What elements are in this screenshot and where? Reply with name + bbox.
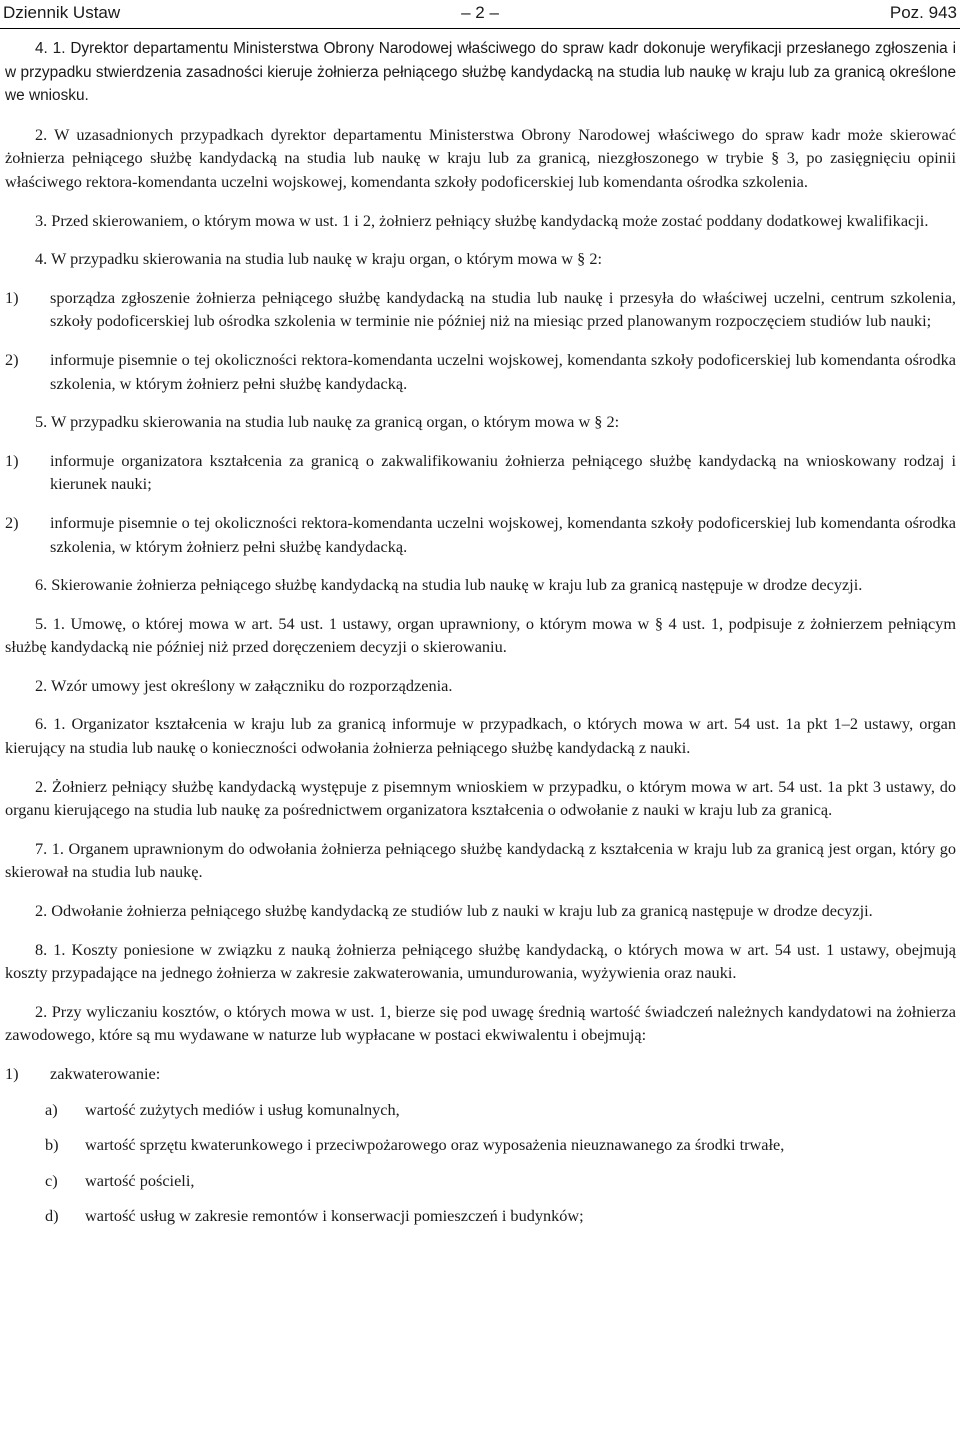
paragraph-4-4: 4. W przypadku skierowania na studia lub naukę w kraju organ, o którym mowa w § 2: <box>35 249 603 269</box>
list-item <box>5 1062 956 1086</box>
sub-item <box>5 1133 956 1157</box>
item-number: 1) <box>5 1064 19 1083</box>
sub-item-letter: c) <box>45 1170 58 1190</box>
page-header <box>0 0 960 29</box>
sub-item-text: wartość pościeli, <box>85 1170 195 1190</box>
sub-item-letter: b) <box>45 1135 59 1155</box>
paragraph-4-6: 6. Skierowanie żołnierza pełniącego służbę kandydacką na studia lub naukę w kraju lub za granicą następuje w drodze decyzji. <box>35 575 863 595</box>
sub-item-text: wartość zużytych mediów i usług komunalnych, <box>85 1099 400 1119</box>
document-body <box>5 37 956 1228</box>
list-item <box>5 286 956 333</box>
paragraph-8-2: 2. Przy wyliczaniu kosztów, o których mowa w ust. 1, bierze się pod uwagę średnią wartość świadczeń należnych kandydatowi na żołnierza zawodowego, które są mu wydawane w naturze lub wypłacane w postaci ekwiwalentu i obejmują: <box>5 1001 956 1045</box>
paragraph-4-3: 3. Przed skierowaniem, o którym mowa w ust. 1 i 2, żołnierz pełniący służbę kandydacką może zostać poddany dodatkowej kwalifikacji. <box>35 210 929 230</box>
paragraph-4-2: 2. W uzasadnionych przypadkach dyrektor departamentu Ministerstwa Obrony Narodowej właściwego do spraw kadr może skierować żołnierza pełniącego służbę kandydacką na studia lub naukę w kraju lub za granicą, niezgłoszonego w trybie § 3, po zasięgnięciu opinii właściwego rektora-komendanta uczelni wojskowej, komendanta szkoły podoficerskiej lub komendanta ośrodka szkolenia. <box>5 124 956 191</box>
position-number: Poz. 943 <box>889 3 957 22</box>
item-text: informuje pisemnie o tej okoliczności rektora-komendanta uczelni wojskowej, komendanta szkoły podoficerskiej lub komendanta ośrodka szkolenia, w którym żołnierz pełni służbę kandydacką. <box>50 512 956 556</box>
paragraph-4-1: 4. 1. Dyrektor departamentu Ministerstwa Obrony Narodowej właściwego do spraw kadr dokonuje weryfikacji przesłanego zgłoszenia i w przypadku stwierdzenia zasadności kieruje żołnierza pełniącego służbę kandydacką na studia lub naukę w kraju lub za granicą określone we wniosku. <box>5 40 956 105</box>
item-number: 2) <box>5 349 19 369</box>
sub-item-letter: d) <box>45 1206 59 1226</box>
paragraph-7-2: 2. Odwołanie żołnierza pełniącego służbę kandydacką ze studiów lub z nauki w kraju lub za granicą następuje w drodze decyzji. <box>35 901 873 921</box>
sub-item <box>5 1204 956 1228</box>
item-text: informuje organizatora kształcenia za granicą o zakwalifikowaniu żołnierza pełniącego służbę kandydacką na wnioskowany rodzaj i kierunek nauki; <box>50 450 956 494</box>
page-number: – 2 – <box>461 3 499 22</box>
item-text: zakwaterowanie: <box>50 1064 161 1083</box>
sub-item <box>5 1169 956 1193</box>
item-text: informuje pisemnie o tej okoliczności rektora-komendanta uczelni wojskowej, komendanta szkoły podoficerskiej lub komendanta ośrodka szkolenia, w którym żołnierz pełni służbę kandydacką. <box>50 349 956 393</box>
item-number: 1) <box>5 287 19 307</box>
list-item <box>5 348 956 395</box>
item-number: 1) <box>5 450 19 470</box>
paragraph-8-1: 8. 1. Koszty poniesione w związku z nauką żołnierza pełniącego służbę kandydacką, o których mowa w art. 54 ust. 1 ustawy, obejmują koszty przypadające na jednego żołnierza w zakresie zakwaterowania, umundurowania, wyżywienia oraz nauki. <box>5 939 956 983</box>
item-number: 2) <box>5 512 19 532</box>
sub-item-text: wartość sprzętu kwaterunkowego i przeciwpożarowego oraz wyposażenia nieuznawanego za środki trwałe, <box>85 1135 785 1155</box>
paragraph-6-2: 2. Żołnierz pełniący służbę kandydacką występuje z pisemnym wnioskiem w przypadku, o którym mowa w art. 54 ust. 1a pkt 3 ustawy, do organu kierującego na studia lub naukę za pośrednictwem organizatora kształcenia o odwołanie z nauki w kraju lub za granicą. <box>5 776 956 820</box>
journal-title: Dziennik Ustaw <box>3 3 121 22</box>
paragraph-5-1: 5. 1. Umowę, o której mowa w art. 54 ust. 1 ustawy, organ uprawniony, o którym mowa w § 4 ust. 1, podpisuje z żołnierzem pełniącym służbę kandydacką nie później niż przed doręczeniem decyzji o skierowaniu. <box>5 613 956 657</box>
sub-item-letter: a) <box>45 1099 58 1119</box>
list-item <box>5 511 956 558</box>
item-text: sporządza zgłoszenie żołnierza pełniącego służbę kandydacką na studia lub naukę i przesyła do właściwej uczelni, centrum szkolenia, szkoły podoficerskiej lub ośrodka szkolenia w terminie nie później niż na miesiąc przed planowanym rozpoczęciem studiów lub nauki; <box>50 287 956 331</box>
list-item <box>5 449 956 496</box>
sub-item <box>5 1098 956 1122</box>
paragraph-7-1: 7. 1. Organem uprawnionym do odwołania żołnierza pełniącego służbę kandydacką z kształcenia w kraju lub za granicą jest organ, który go skierował na studia lub naukę. <box>5 838 956 882</box>
paragraph-6-1: 6. 1. Organizator kształcenia w kraju lub za granicą informuje w przypadkach, o których mowa w art. 54 ust. 1a pkt 1–2 ustawy, organ kierujący na studia lub naukę o konieczności odwołania żołnierza pełniącego służbę kandydacką z nauki. <box>5 714 956 758</box>
paragraph-5-2: 2. Wzór umowy jest określony w załączniku do rozporządzenia. <box>35 675 453 695</box>
sub-item-text: wartość usług w zakresie remontów i konserwacji pomieszczeń i budynków; <box>85 1206 584 1226</box>
paragraph-4-5: 5. W przypadku skierowania na studia lub naukę za granicą organ, o którym mowa w § 2: <box>35 412 620 432</box>
